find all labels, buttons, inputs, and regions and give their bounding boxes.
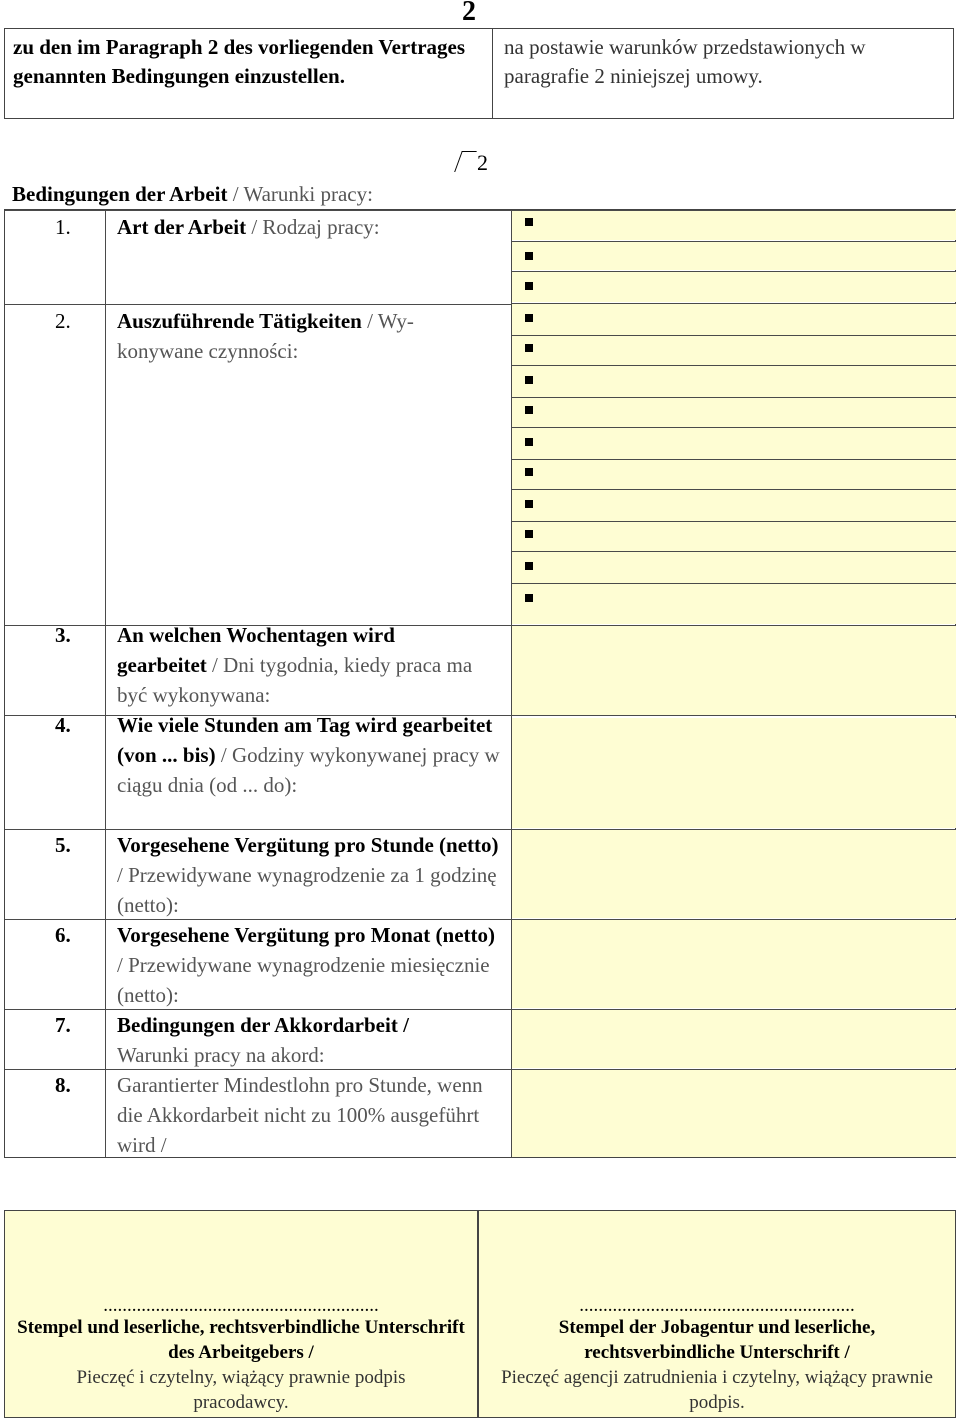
bullet-icon	[525, 252, 533, 260]
answer-field-minimum-wage[interactable]	[512, 1070, 956, 1157]
answer-field-work-type[interactable]	[512, 242, 956, 270]
bullet-icon	[525, 406, 533, 414]
header-left-text: zu den im Paragraph 2 des vorliegenden Vertrages genannten Bedingungen einzustellen.	[13, 35, 466, 88]
item-label-hourly-pay: Vorgesehene Vergütung pro Stunde (netto) / Przewidywane wynagrodzenie za 1 godzinę (netto):	[117, 833, 499, 917]
section-number: 2	[477, 150, 488, 175]
item-label-tasks: Auszuführende Tätigkeiten / Wy-konywane czynności:	[117, 309, 414, 363]
item-number: 7.	[55, 1013, 71, 1037]
section-title-de: Bedingungen der Arbeit	[12, 182, 228, 206]
employer-signature-box[interactable]	[4, 1210, 478, 1418]
signature-line: ..........................................................	[103, 1295, 379, 1316]
item-number: 2.	[55, 309, 71, 333]
answer-field-hours[interactable]	[512, 718, 956, 828]
bullet-icon	[525, 438, 533, 446]
item-number: 5.	[55, 833, 71, 857]
bullet-icon	[525, 562, 533, 570]
bullet-icon	[525, 500, 533, 508]
item-label-minimum-wage: Garantierter Mindestlohn pro Stunde, wenn die Akkordarbeit nicht zu 100% ausgeführt wird /	[117, 1073, 483, 1157]
employer-signature-label-pl: Pieczęć i czytelny, wiążący prawnie podpis pracodawcy.	[76, 1367, 406, 1413]
agency-signature-label-pl: Pieczęć agencji zatrudnienia i czytelny, wiążący prawnie podpis.	[501, 1367, 933, 1413]
item-label-piecework: Bedingungen der Akkordarbeit / Warunki pracy na akord:	[117, 1013, 409, 1067]
answer-field-tasks[interactable]	[512, 304, 956, 624]
item-number: 8.	[55, 1073, 71, 1097]
item-label-hours: Wie viele Stunden am Tag wird gearbeitet (von ... bis) / Godziny wykonywanej pracy w ciągu dnia (od ... do):	[117, 713, 500, 797]
header-right-text: na postawie warunków przedstawionych w paragrafie 2 niniejszej umowy.	[504, 35, 866, 88]
item-number: 3.	[55, 623, 71, 647]
answer-field-piecework[interactable]	[512, 1010, 956, 1068]
answer-field-hourly-pay[interactable]	[512, 830, 956, 918]
answer-field-monthly-pay[interactable]	[512, 920, 956, 1008]
agency-signature-label: Stempel der Jobagentur und leserliche, rechtsverbindliche Unterschrift /	[558, 1317, 876, 1363]
bullet-icon	[525, 376, 533, 384]
bullet-icon	[525, 594, 533, 602]
header-table	[4, 28, 954, 119]
item-label-work-type: Art der Arbeit / Rodzaj pracy:	[117, 215, 380, 239]
bullet-icon	[525, 314, 533, 322]
bullet-icon	[525, 282, 533, 290]
section-title	[12, 182, 373, 207]
page-number: 2	[462, 0, 476, 27]
conditions-table	[4, 209, 956, 1158]
bullet-icon	[525, 344, 533, 352]
section-marker	[458, 150, 488, 176]
agency-signature-box[interactable]	[478, 1210, 956, 1418]
bullet-icon	[525, 468, 533, 476]
signature-line: ..........................................................	[579, 1295, 855, 1316]
item-label-weekdays: An welchen Wochentagen wird gearbeitet / Dni tygodnia, kiedy praca ma być wykonywana:	[117, 623, 473, 707]
bullet-icon	[525, 218, 533, 226]
answer-field-weekdays[interactable]	[512, 626, 956, 716]
section-title-pl: / Warunki pracy:	[232, 182, 373, 206]
item-label-monthly-pay: Vorgesehene Vergütung pro Monat (netto) / Przewidywane wynagrodzenie miesięcznie (netto):	[117, 923, 495, 1007]
item-number: 1.	[55, 215, 71, 239]
header-divider	[492, 29, 493, 118]
item-number: 4.	[55, 713, 71, 737]
bullet-icon	[525, 530, 533, 538]
employer-signature-label: Stempel und leserliche, rechtsverbindliche Unterschrift des Arbeitgebers /	[17, 1317, 465, 1363]
item-number: 6.	[55, 923, 71, 947]
paragraph-icon	[454, 151, 477, 172]
